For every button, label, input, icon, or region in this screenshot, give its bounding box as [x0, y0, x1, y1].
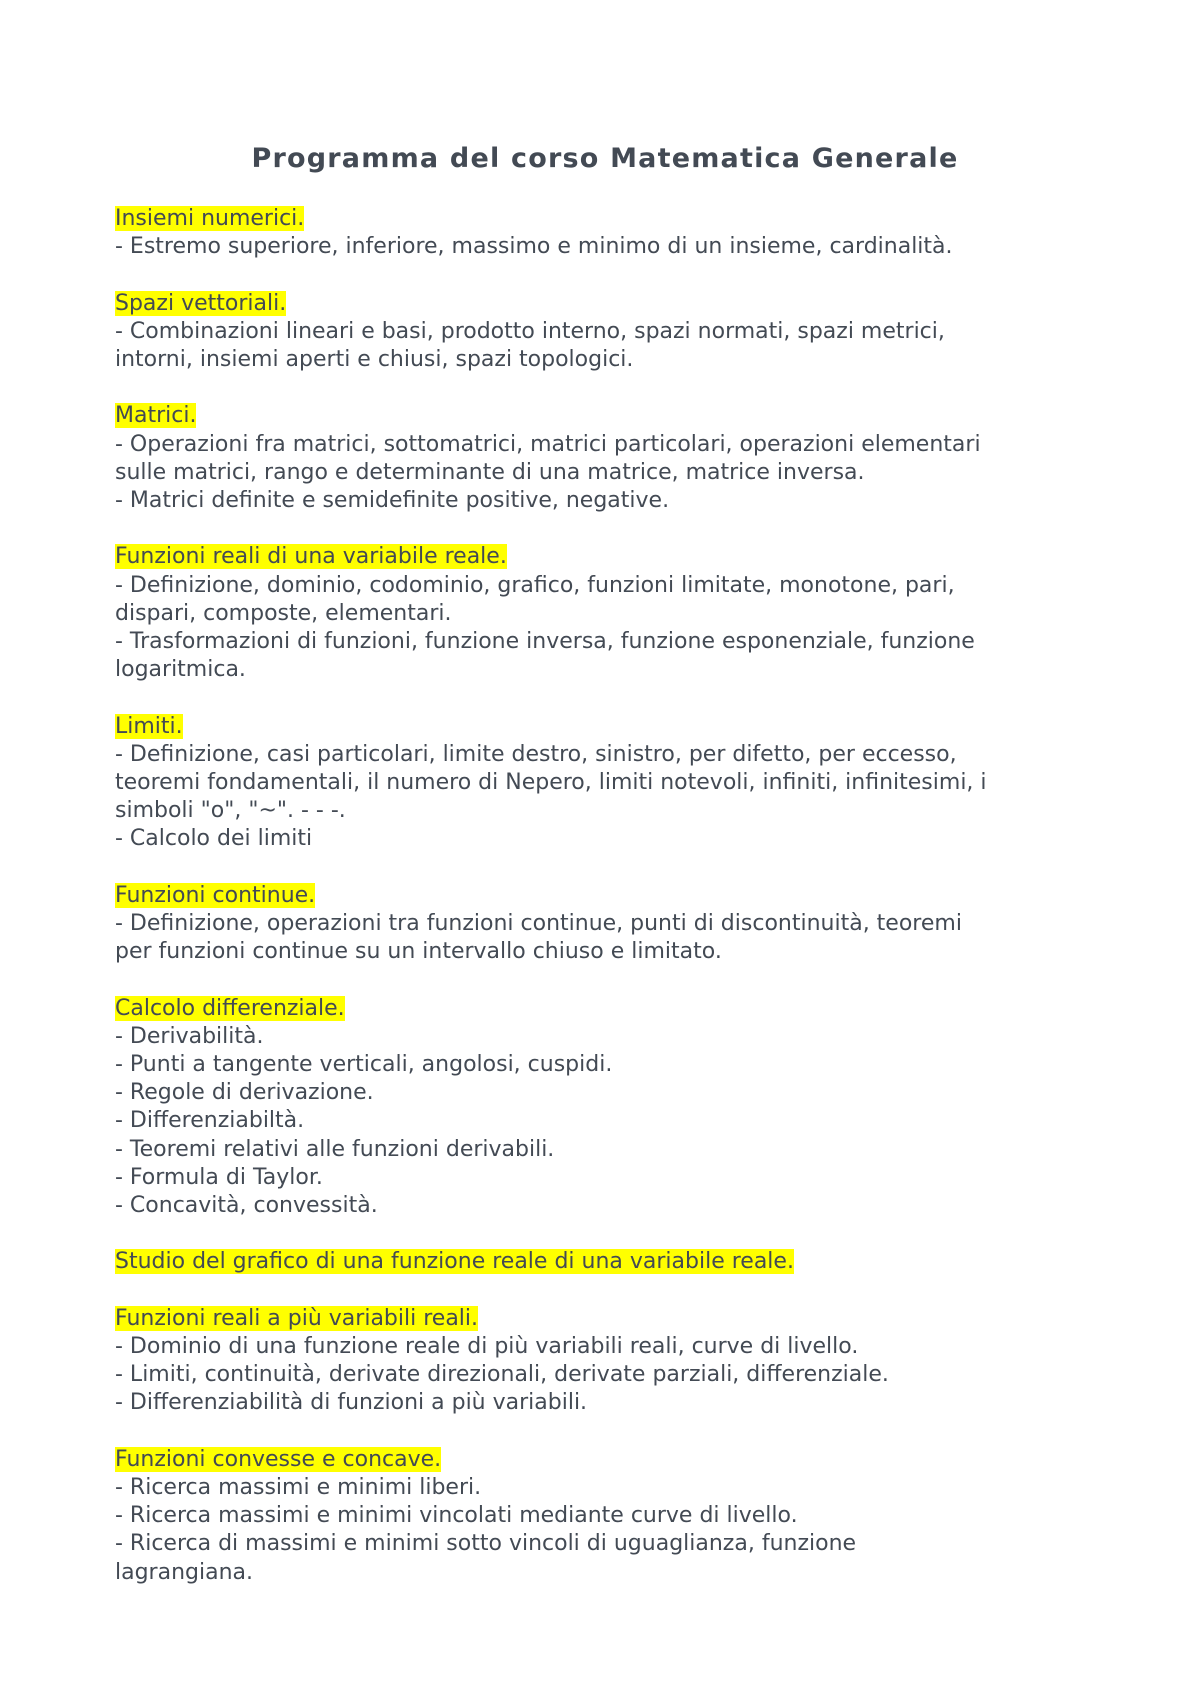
section-line: - Definizione, dominio, codominio, grafico, funzioni limitate, monotone, pari, — [115, 572, 955, 598]
section-heading — [115, 1446, 1115, 1474]
section-line: - Limiti, continuità, derivate direzionali, derivate parziali, differenziale. — [115, 1362, 889, 1388]
section-line: - Trasformazioni di funzioni, funzione inversa, funzione esponenziale, funzione — [115, 629, 975, 654]
section-heading-text: Matrici. — [115, 403, 197, 429]
section-heading — [115, 1248, 1115, 1276]
section-heading-text: Funzioni reali a più variabili reali. — [115, 1305, 479, 1331]
section-line: - Concavità, convessità. — [115, 1193, 378, 1219]
section-line: - Ricerca di massimi e minimi sotto vincoli di uguaglianza, funzione — [115, 1531, 857, 1557]
section — [115, 205, 1115, 261]
section-line: - Differenziabilità di funzioni a più variabili. — [115, 1390, 588, 1416]
section-heading-text: Funzioni continue. — [115, 882, 316, 908]
section-heading — [115, 290, 1115, 318]
section-line: - Matrici definite e semidefinite positive, negative. — [115, 488, 670, 513]
section-heading-text: Limiti. — [115, 713, 183, 739]
section-heading — [115, 713, 1115, 741]
document-title: Programma del corso Matematica Generale — [251, 143, 959, 174]
section-line: - Punti a tangente verticali, angolosi, cuspidi. — [115, 1052, 613, 1077]
section-line: - Definizione, operazioni tra funzioni continue, punti di discontinuità, teoremi — [115, 911, 962, 936]
section-line: - Differenziabiltà. — [115, 1108, 305, 1134]
section-heading — [115, 1305, 1115, 1333]
section-line: teoremi fondamentali, il numero di Nepero, limiti notevoli, infiniti, infinitesimi, i — [115, 770, 987, 795]
section-line: dispari, composte, elementari. — [115, 600, 452, 626]
section-line: - Regole di derivazione. — [115, 1080, 374, 1106]
section-line: - Ricerca massimi e minimi liberi. — [115, 1475, 482, 1500]
section-heading-text: Insiemi numerici. — [115, 206, 305, 231]
section-heading-text: Funzioni convesse e concave. — [115, 1446, 442, 1472]
section — [115, 402, 1115, 515]
section-line: lagrangiana. — [115, 1559, 254, 1585]
section-heading-text: Calcolo differenziale. — [115, 995, 345, 1021]
section-line: - Estremo superiore, inferiore, massimo e minimo di un insieme, cardinalità. — [115, 234, 953, 260]
section-line: - Calcolo dei limiti — [115, 826, 313, 852]
section — [115, 290, 1115, 375]
section-line: - Teoremi relativi alle funzioni derivabili. — [115, 1136, 555, 1162]
section-line: simboli "o", "~". - - -. — [115, 798, 346, 824]
section-line: - Formula di Taylor. — [115, 1164, 323, 1190]
section-line: - Ricerca massimi e minimi vincolati mediante curve di livello. — [115, 1503, 798, 1529]
section-heading — [115, 882, 1115, 910]
section-line: - Operazioni fra matrici, sottomatrici, matrici particolari, operazioni elementari — [115, 431, 981, 457]
section-line: - Definizione, casi particolari, limite destro, sinistro, per difetto, per eccesso, — [115, 741, 957, 767]
section — [115, 713, 1115, 854]
section-line: - Combinazioni lineari e basi, prodotto interno, spazi normati, spazi metrici, — [115, 318, 945, 344]
section-line: sulle matrici, rango e determinante di una matrice, matrice inversa. — [115, 459, 865, 485]
section-heading-text: Spazi vettoriali. — [115, 290, 287, 316]
section — [115, 882, 1115, 967]
document-body — [115, 205, 1115, 1615]
section-line: logaritmica. — [115, 657, 246, 683]
section-heading-text: Funzioni reali di una variabile reale. — [115, 544, 507, 570]
section-heading — [115, 402, 1115, 430]
section-heading — [115, 205, 1115, 233]
section — [115, 995, 1115, 1221]
section-heading — [115, 543, 1115, 571]
section — [115, 1305, 1115, 1418]
section-line: - Derivabilità. — [115, 1023, 264, 1049]
section-heading — [115, 995, 1115, 1023]
section — [115, 1248, 1115, 1276]
section-line: - Dominio di una funzione reale di più variabili reali, curve di livello. — [115, 1334, 859, 1359]
section — [115, 543, 1115, 684]
section-line: per funzioni continue su un intervallo chiuso e limitato. — [115, 939, 722, 965]
section — [115, 1446, 1115, 1587]
section-heading-text: Studio del grafico di una funzione reale di una variabile reale. — [115, 1249, 794, 1275]
section-line: intorni, insiemi aperti e chiusi, spazi topologici. — [115, 347, 634, 372]
